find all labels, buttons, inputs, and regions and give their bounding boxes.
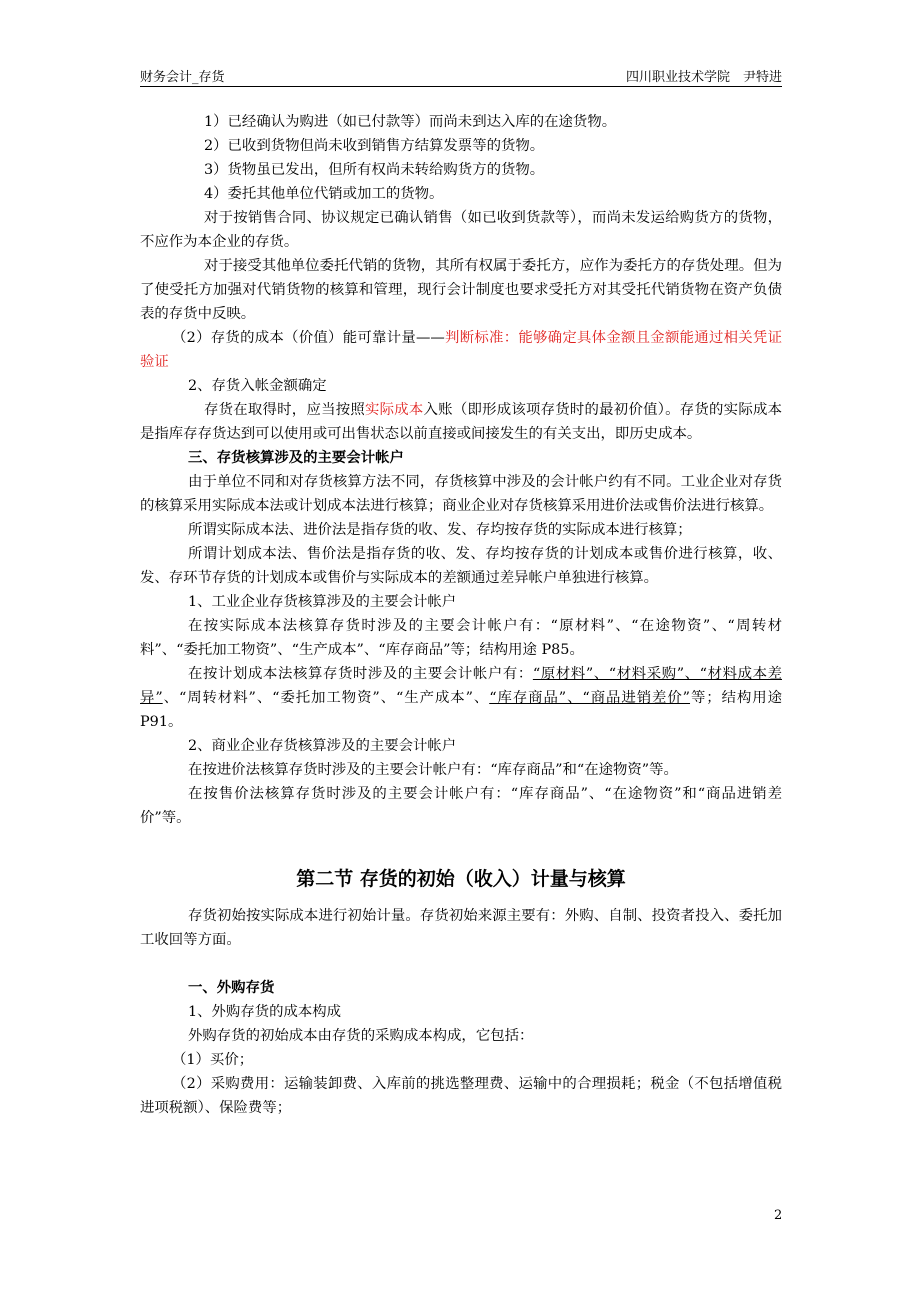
subheading: 1、外购存货的成本构成 [188, 1004, 342, 1020]
subheading: 2、存货入帐金额确定 [188, 378, 327, 394]
paragraph: 在按实际成本法核算存货时涉及的主要会计帐户有：“原材料”、“在途物资”、“周转材料”、“委托加工物资”、“生产成本”、“库存商品”等；结构用途 P85。 [140, 618, 782, 658]
paragraph: 外购存货的初始成本由存货的采购成本构成，它包括： [188, 1028, 534, 1044]
subheading: 2、商业企业存货核算涉及的主要会计帐户 [188, 738, 457, 754]
paragraph: 对于接受其他单位委托代销的货物，其所有权属于委托方，应作为委托方的存货处理。但为了使受托方加强对代销货物的核算和管理，现行会计制度也要求受托方对其受托代销货物在资产负债表的存货中反映。 [140, 258, 782, 322]
text-run: （2）存货的成本（价值）能可靠计量—— [172, 330, 445, 346]
header-left: 财务会计_存货 [140, 70, 225, 85]
header-right: 四川职业技术学院 尹特进 [625, 70, 782, 85]
page-header [140, 64, 782, 87]
list-item: 3）货物虽已发出，但所有权尚未转给购货方的货物。 [204, 162, 545, 178]
paragraph: 存货初始按实际成本进行初始计量。存货初始来源主要有：外购、自制、投资者投入、委托加工收回等方面。 [140, 908, 782, 948]
list-item: （1）买价； [172, 1052, 254, 1068]
section-heading: 一、外购存货 [188, 979, 275, 996]
paragraph [140, 398, 782, 446]
list-item: 4）委托其他单位代销或加工的货物。 [204, 186, 444, 202]
highlighted-text: 判断标准：能够确定具体金额且金额能通过相关凭证验证 [140, 330, 782, 370]
list-item: （2）采购费用：运输装卸费、入库前的挑选整理费、运输中的合理损耗；税金（不包括增值税进项税额）、保险费等； [140, 1076, 782, 1116]
paragraph: 由于单位不同和对存货核算方法不同，存货核算中涉及的会计帐户约有不同。工业企业对存货的核算采用实际成本法或计划成本法进行核算；商业企业对存货核算采用进价法或售价法进行核算。 [140, 474, 782, 514]
paragraph: 对于按销售合同、协议规定已确认销售（如已收到货款等），而尚未发运给购货方的货物，不应作为本企业的存货。 [140, 210, 782, 250]
paragraph: 在按售价法核算存货时涉及的主要会计帐户有：“库存商品”、“在途物资”和“商品进销差价”等。 [140, 786, 782, 826]
paragraph: 所谓实际成本法、进价法是指存货的收、发、存均按存货的实际成本进行核算； [188, 522, 692, 538]
list-item: 1）已经确认为购进（如已付款等）而尚未到达入库的在途货物。 [204, 114, 617, 130]
section-heading: 三、存货核算涉及的主要会计帐户 [188, 449, 404, 466]
underlined-text: “库存商品”、“商品进销差价” [489, 690, 691, 706]
text-run: 等；结构用途 P91。 [140, 690, 782, 730]
text-run: 存货在取得时，应当按照 [204, 402, 365, 418]
underlined-text: “原材料”、“材料采购”、“材料成本差异” [140, 666, 782, 706]
paragraph [140, 326, 782, 374]
page-number: 2 [774, 1208, 783, 1223]
text-run: 入账（即形成该项存货时的最初价值）。存货的实际成本是指库存存货达到可以使用或可出售状态以前直接或间接发生的有关支出，即历史成本。 [140, 402, 782, 442]
paragraph: 在按进价法核算存货时涉及的主要会计帐户有：“库存商品”和“在途物资”等。 [188, 762, 678, 778]
section-title: 第二节 存货的初始（收入）计量与核算 [296, 868, 626, 890]
subheading: 1、工业企业存货核算涉及的主要会计帐户 [188, 594, 457, 610]
text-run: 在按计划成本法核算存货时涉及的主要会计帐户有： [188, 666, 533, 682]
document-body [140, 110, 782, 1120]
list-item: 2）已收到货物但尚未收到销售方结算发票等的货物。 [204, 138, 545, 154]
highlighted-text: 实际成本 [365, 402, 424, 418]
paragraph [140, 662, 782, 734]
text-run: 、“周转材料”、“委托加工物资”、“生产成本”、 [162, 690, 490, 706]
spacer [140, 952, 782, 976]
paragraph: 所谓计划成本法、售价法是指存货的收、发、存均按存货的计划成本或售价进行核算，收、发、存环节存货的计划成本或售价与实际成本的差额通过差异帐户单独进行核算。 [140, 546, 782, 586]
